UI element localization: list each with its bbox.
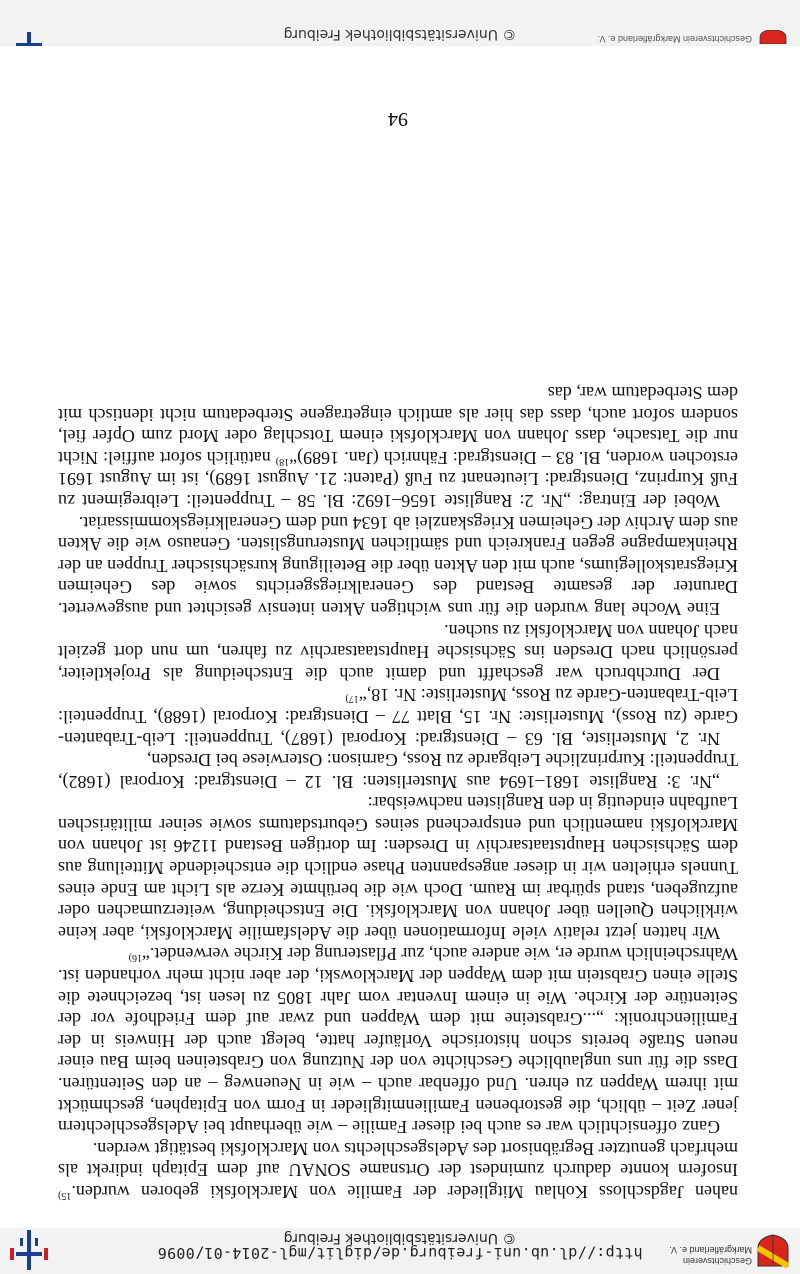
society-name: Geschichtsverein Markgräflerland e. V. xyxy=(669,1245,752,1266)
footer-bar xyxy=(0,0,800,46)
university-library-logo-icon xyxy=(14,32,44,46)
paragraph: Der Durchbruch war geschafft und damit auch die Entscheidung als Projektleiter, persönlich nach Dresden ins Sächsische Hauptstaatsarchiv zu fahren, um nun dort gezielt nach Johann von Marcklofski zu suchen. xyxy=(58,620,738,684)
university-library-logo-icon xyxy=(10,1230,48,1270)
page-number: 94 xyxy=(388,108,408,130)
document-body xyxy=(58,381,738,1202)
header-bar xyxy=(0,1228,800,1274)
library-credit: © Universitätsbibliothek Freiburg xyxy=(283,26,517,42)
society-name: Geschichtsverein Markgräflerland e. V. xyxy=(597,34,752,44)
archive-quote: Nr. 2, Musterliste, Bl. 63 – Dienstgrad: Korporal (1687), Truppenteil: Leib-Trabanten-Garde (zu Ross), Musterliste: Nr. 15, Blatt 77 – Dienstgrad: Korporal (1688), Truppenteil: Leib-Trabanten-Garde zu Ross, Musterliste: Nr. 18,“$^{17)}$ xyxy=(58,685,738,749)
paragraph: Ganz offensichtlich war es auch bei dieser Familie – wie überhaupt bei Adelsgeschlechtern jener Zeit – üblich, die gestorbenen Familienmitglieder in Form von Epitaphen, geschmückt mit ihrem Wappen zu ehren. Und offenbar auch – wie in Neuenweg – an den Seitentüren. Dass die für uns unglaubliche Geschichte von der Nutzung von Grabsteinen beim Bau einer neuen Straße bereits schon historische Vorläufer hatte, belegt auch der Hinweis in der Familienchronik: „...Grabsteine mit dem Wappen und zwar auf dem Friedhofe vor der Seitentüre der Kirche. Wie in einem Inventar vom Jahr 1805 zu lesen ist, bezeichnete die Stelle einen Grabstein mit dem Wappen der Marcklowski, der aber nicht mehr vorhanden ist. Wahrscheinlich wurde er, wie andere auch, zur Pflasterung der Kirche verwendet.“$^{16)}$ xyxy=(58,944,738,1138)
paragraph: Eine Woche lang wurden die für uns wichtigen Akten intensiv gesichtet und ausgewertet. Darunter der gesamte Bestand des Generalkriegsgerichts sowie des Geheimen Kriegsratskollegiums, auch mit den Akten über die Beteiligung kursächsischer Truppen an der Rheinkampagne gegen Frankreich und sämtlichen Musterungslisten. Genauso wie die Akten aus dem Archiv der Geheimen Kriegskanzlei ab 1634 und dem Generalkriegskommissariat. xyxy=(58,512,738,619)
paragraph: Wobei der Eintrag: „Nr. 2: Rangliste 1656–1692: Bl. 58 – Truppenteil: Leibregiment zu Fuß Kurprinz, Dienstgrad: Lieutenant zu Fuß (Patent: 21. August 1689), ist im August 1691 erstochen worden, Bl. 83 – Dienstgrad: Fähnrich (Jan. 1689)“$^{18)}$ natürlich sofort auffiel: Nicht nur die Tatsache, dass Johann von Marcklofski einem Totschlag oder Mord zum Opfer fiel, sondern sofort auch, dass das hier als amtlich eingetragene Sterbedatum nicht identisch mit dem Sterbedatum war, das xyxy=(58,383,738,511)
paragraph: Wir hatten jetzt relativ viele Informationen über die Adelsfamilie Marcklofski, aber keine wirklichen Quellen über Johann von Marcklofski. Die Entscheidung, weiterzumachen oder aufzugeben, stand spürbar im Raum. Doch wie die berühmte Kerze als Licht am Ende eines Tunnels erhielten wir in dieser angespannten Phase endlich die entscheidende Mitteilung aus dem Sächsischen Hauptstaatsarchiv in Dresden: Im dortigen Bestand 11246 ist Johann von Marcklofski namentlich und entsprechend seines Geburtsdatums sowie seiner militärischen Laufbahn eindeutig in den Ranglisten nachweisbar: xyxy=(58,793,738,943)
document-url[interactable]: http://dl.ub.uni-freiburg.de/diglit/mgl-2014-01/0096 xyxy=(157,1244,643,1262)
paragraph: nahen Jagdschloss Kohlau Mitglieder der Familie von Marcklofski geboren wurden.$^{15)}$ Insofern konnte dadurch zumindest der Ortsname SONAU auf dem Epitaph indirekt als mehrfach genutzter Begräbnisort des Adelsgeschlechts von Marcklofski bestätigt werden. xyxy=(58,1138,738,1202)
library-credit: © Universitätsbibliothek Freiburg xyxy=(283,1230,517,1246)
archive-quote: „Nr. 3: Rangliste 1681–1694 aus Musterlisten: Bl. 12 – Dienstgrad: Korporal (1682), Truppenteil: Kurprinzliche Leibgarde zu Ross, Garnison: Osterwiese bei Dresden, xyxy=(58,750,738,792)
